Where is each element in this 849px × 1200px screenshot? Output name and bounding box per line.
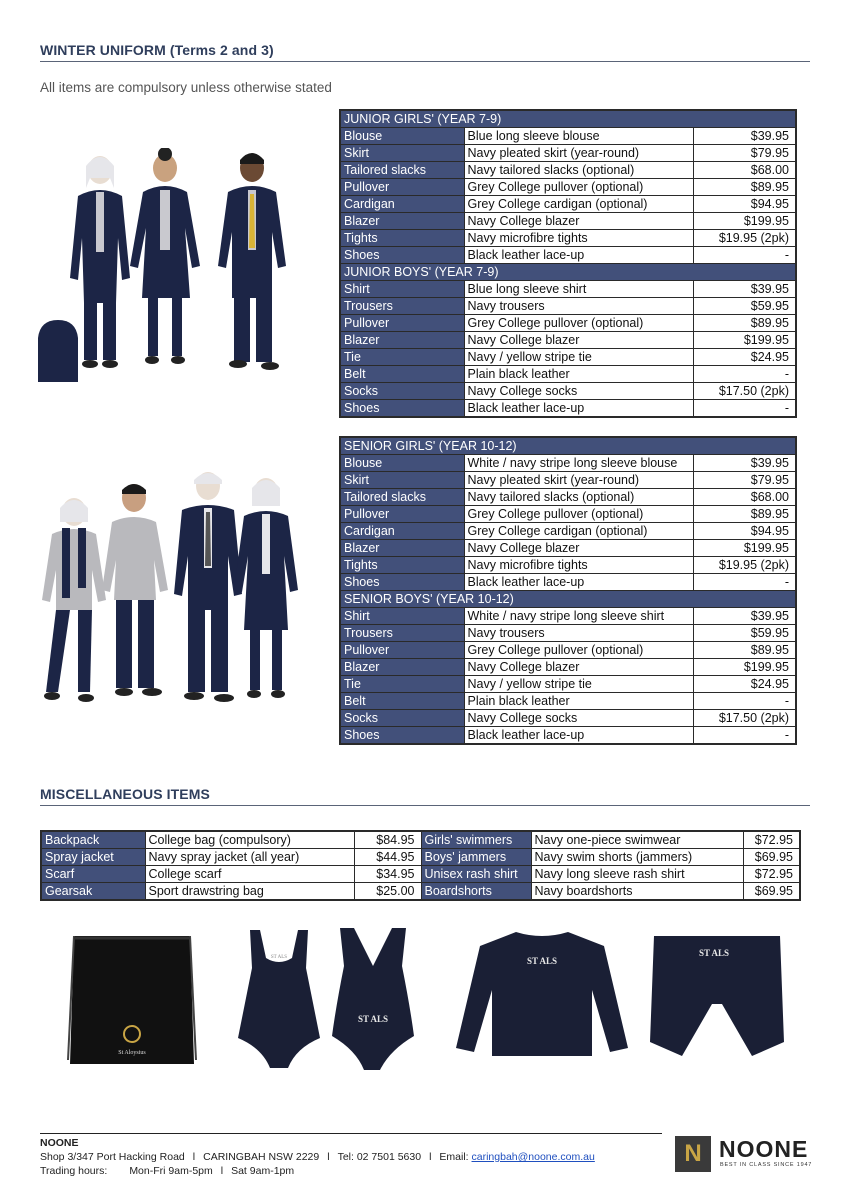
senior-students-illustration	[22, 470, 312, 715]
table-row	[340, 727, 796, 745]
table-row	[340, 247, 796, 264]
noone-logo-mark	[675, 1136, 711, 1172]
footer-sat-hours: Sat 9am-1pm	[231, 1165, 295, 1177]
item-description: Plain black leather	[464, 366, 693, 383]
item-description: Navy spray jacket (all year)	[145, 849, 354, 866]
item-label: Socks	[340, 710, 464, 727]
item-price: $199.95	[693, 659, 796, 676]
table-group-heading-row	[340, 110, 796, 128]
table-row	[340, 213, 796, 230]
senior-uniform-table	[339, 436, 797, 745]
footer-trading-label: Trading hours:	[40, 1165, 108, 1177]
item-label: Pullover	[340, 315, 464, 332]
item-price: $79.95	[693, 145, 796, 162]
gearsak-logo-text: St Aloysius	[118, 1050, 146, 1056]
item-description: Grey College cardigan (optional)	[464, 523, 693, 540]
table-row	[340, 383, 796, 400]
item-price: $68.00	[693, 162, 796, 179]
item-description: Black leather lace-up	[464, 574, 693, 591]
item-label: Girls' swimmers	[421, 831, 531, 849]
table-row	[340, 455, 796, 472]
item-price: $39.95	[693, 128, 796, 145]
item-label: Shoes	[340, 727, 464, 745]
item-description: Blue long sleeve shirt	[464, 281, 693, 298]
item-label: Shirt	[340, 608, 464, 625]
item-price: $19.95 (2pk)	[693, 557, 796, 574]
table-row	[340, 540, 796, 557]
senior-boy-pullover-figure	[102, 484, 168, 696]
table-row	[41, 831, 800, 849]
item-description: Navy trousers	[464, 625, 693, 642]
misc-items-table	[40, 830, 801, 901]
item-price: $89.95	[693, 642, 796, 659]
item-label: Boardshorts	[421, 883, 531, 901]
table-row	[340, 128, 796, 145]
table-row	[41, 849, 800, 866]
noone-logo-word: NOONE	[719, 1136, 809, 1162]
junior-girl-figure	[38, 156, 130, 382]
table-row	[340, 298, 796, 315]
item-description: Grey College pullover (optional)	[464, 506, 693, 523]
item-description: Sport drawstring bag	[145, 883, 354, 901]
item-price: -	[693, 727, 796, 745]
item-label: Shoes	[340, 400, 464, 418]
item-price: -	[693, 693, 796, 710]
item-price: $39.95	[693, 608, 796, 625]
table-row	[340, 642, 796, 659]
item-price: $72.95	[743, 831, 800, 849]
table-row	[340, 489, 796, 506]
table-row	[340, 676, 796, 693]
item-price: $39.95	[693, 455, 796, 472]
item-description: Navy pleated skirt (year-round)	[464, 472, 693, 489]
item-description: Navy microfibre tights	[464, 557, 693, 574]
junior-girl-skirt-figure	[130, 148, 200, 364]
table-group-heading-row	[340, 591, 796, 608]
table-row	[340, 625, 796, 642]
item-price: $89.95	[693, 179, 796, 196]
senior-girl-blazer-figure	[234, 478, 298, 698]
table-row	[340, 506, 796, 523]
table-group-heading: SENIOR GIRLS' (YEAR 10-12)	[340, 437, 796, 455]
item-description: Navy trousers	[464, 298, 693, 315]
footer-email-link[interactable]: caringbah@noone.com.au	[471, 1151, 595, 1163]
table-group-heading: JUNIOR BOYS' (YEAR 7-9)	[340, 264, 796, 281]
item-label: Tie	[340, 676, 464, 693]
item-label: Blazer	[340, 213, 464, 230]
item-price: $19.95 (2pk)	[693, 230, 796, 247]
item-description: Navy College socks	[464, 710, 693, 727]
noone-logo-tagline: BEST IN CLASS SINCE 1947	[720, 1162, 813, 1168]
boys-jammers-image	[648, 934, 786, 1058]
table-row	[340, 179, 796, 196]
item-label: Unisex rash shirt	[421, 866, 531, 883]
item-label: Blouse	[340, 455, 464, 472]
item-price: $94.95	[693, 196, 796, 213]
item-price: $24.95	[693, 349, 796, 366]
table-row	[340, 400, 796, 418]
item-description: Black leather lace-up	[464, 727, 693, 745]
footer-divider	[40, 1133, 662, 1134]
swimsuit-front-tag: ST ALS	[270, 955, 288, 960]
item-label: Belt	[340, 366, 464, 383]
item-description: Navy / yellow stripe tie	[464, 676, 693, 693]
page-subtitle: All items are compulsory unless otherwise stated	[40, 80, 332, 95]
item-description: Navy boardshorts	[531, 883, 743, 901]
junior-students-illustration	[30, 148, 310, 383]
item-description: Navy College socks	[464, 383, 693, 400]
item-price: $199.95	[693, 332, 796, 349]
item-label: Backpack	[41, 831, 145, 849]
item-label: Shoes	[340, 574, 464, 591]
item-label: Trousers	[340, 625, 464, 642]
item-price: $34.95	[354, 866, 421, 883]
item-label: Tailored slacks	[340, 489, 464, 506]
item-description: Navy College blazer	[464, 659, 693, 676]
item-description: Grey College pullover (optional)	[464, 179, 693, 196]
rash-shirt-image	[454, 930, 630, 1058]
noone-logo-letter: N	[684, 1140, 702, 1167]
table-row	[340, 196, 796, 213]
item-price: $69.95	[743, 849, 800, 866]
item-label: Scarf	[41, 866, 145, 883]
gearsak-image	[66, 928, 198, 1068]
item-price: -	[693, 400, 796, 418]
title-divider	[40, 61, 810, 62]
item-description: Navy swim shorts (jammers)	[531, 849, 743, 866]
item-label: Boys' jammers	[421, 849, 531, 866]
footer-email-label: Email:	[439, 1151, 472, 1163]
table-row	[340, 145, 796, 162]
item-label: Cardigan	[340, 196, 464, 213]
item-description: White / navy stripe long sleeve shirt	[464, 608, 693, 625]
item-description: Blue long sleeve blouse	[464, 128, 693, 145]
item-description: Navy tailored slacks (optional)	[464, 162, 693, 179]
item-description: Black leather lace-up	[464, 400, 693, 418]
table-row	[340, 162, 796, 179]
footer-tel: Tel: 02 7501 5630	[337, 1151, 422, 1163]
table-row	[340, 693, 796, 710]
item-price: $44.95	[354, 849, 421, 866]
table-row	[340, 349, 796, 366]
junior-uniform-table	[339, 109, 797, 418]
item-description: College scarf	[145, 866, 354, 883]
item-price: $69.95	[743, 883, 800, 901]
item-price: $59.95	[693, 298, 796, 315]
swimsuit-back-text: ST ALS	[357, 1014, 389, 1024]
table-row	[340, 472, 796, 489]
item-price: $24.95	[693, 676, 796, 693]
item-label: Tailored slacks	[340, 162, 464, 179]
item-description: Plain black leather	[464, 693, 693, 710]
item-price: -	[693, 574, 796, 591]
jammers-text: ST ALS	[698, 948, 730, 958]
item-description: Grey College pullover (optional)	[464, 642, 693, 659]
item-price: -	[693, 366, 796, 383]
junior-boy-figure	[218, 153, 286, 370]
item-price: $17.50 (2pk)	[693, 383, 796, 400]
item-label: Tights	[340, 230, 464, 247]
senior-girl-scarf-figure	[42, 498, 106, 702]
table-row	[340, 574, 796, 591]
item-label: Pullover	[340, 506, 464, 523]
misc-divider	[40, 805, 810, 806]
item-label: Blazer	[340, 540, 464, 557]
item-description: White / navy stripe long sleeve blouse	[464, 455, 693, 472]
table-row	[340, 608, 796, 625]
item-price: $79.95	[693, 472, 796, 489]
item-label: Shoes	[340, 247, 464, 264]
item-label: Tights	[340, 557, 464, 574]
item-description: Navy College blazer	[464, 332, 693, 349]
item-description: Navy College blazer	[464, 540, 693, 557]
item-price: $89.95	[693, 506, 796, 523]
item-label: Trousers	[340, 298, 464, 315]
table-row	[340, 332, 796, 349]
senior-boy-blazer-figure	[174, 472, 242, 702]
footer-brand: NOONE	[40, 1137, 79, 1149]
footer-contact-line: Shop 3/347 Port Hacking Road l CARINGBAH NSW 2229 l Tel: 02 7501 5630 l Email: caringbah@noone.com.au	[40, 1151, 595, 1163]
item-price: $68.00	[693, 489, 796, 506]
rash-shirt-text: ST ALS	[526, 956, 558, 966]
item-description: Navy long sleeve rash shirt	[531, 866, 743, 883]
item-label: Pullover	[340, 179, 464, 196]
item-label: Pullover	[340, 642, 464, 659]
item-price: $199.95	[693, 540, 796, 557]
table-row	[340, 315, 796, 332]
item-label: Belt	[340, 693, 464, 710]
item-description: Navy College blazer	[464, 213, 693, 230]
item-label: Blazer	[340, 332, 464, 349]
item-price: $94.95	[693, 523, 796, 540]
footer-address: Shop 3/347 Port Hacking Road	[40, 1151, 185, 1163]
item-description: College bag (compulsory)	[145, 831, 354, 849]
item-price: $84.95	[354, 831, 421, 849]
table-group-heading-row	[340, 264, 796, 281]
item-label: Blouse	[340, 128, 464, 145]
item-price: $25.00	[354, 883, 421, 901]
item-price: $39.95	[693, 281, 796, 298]
misc-section-title: MISCELLANEOUS ITEMS	[40, 786, 210, 802]
item-label: Socks	[340, 383, 464, 400]
table-row	[340, 710, 796, 727]
table-group-heading: JUNIOR GIRLS' (YEAR 7-9)	[340, 110, 796, 128]
table-row	[340, 230, 796, 247]
page-title: WINTER UNIFORM (Terms 2 and 3)	[40, 42, 274, 58]
item-label: Gearsak	[41, 883, 145, 901]
girls-swimmers-back-image	[330, 926, 416, 1072]
item-price: $199.95	[693, 213, 796, 230]
table-row	[41, 866, 800, 883]
table-row	[340, 557, 796, 574]
table-row	[340, 281, 796, 298]
footer-suburb: CARINGBAH NSW 2229	[203, 1151, 320, 1163]
noone-logo	[675, 1136, 825, 1176]
item-description: Navy pleated skirt (year-round)	[464, 145, 693, 162]
item-description: Grey College cardigan (optional)	[464, 196, 693, 213]
table-row	[340, 523, 796, 540]
girls-swimmers-front-image	[236, 928, 322, 1070]
table-row	[340, 366, 796, 383]
item-label: Tie	[340, 349, 464, 366]
item-price: $89.95	[693, 315, 796, 332]
item-price: -	[693, 247, 796, 264]
item-label: Skirt	[340, 145, 464, 162]
table-row	[41, 883, 800, 901]
footer-hours-line: Trading hours: Mon-Fri 9am-5pm l Sat 9am-1pm	[40, 1165, 295, 1177]
item-label: Spray jacket	[41, 849, 145, 866]
item-price: $59.95	[693, 625, 796, 642]
item-label: Shirt	[340, 281, 464, 298]
footer-weekday-hours: Mon-Fri 9am-5pm	[129, 1165, 213, 1177]
table-group-heading-row	[340, 437, 796, 455]
item-description: Navy microfibre tights	[464, 230, 693, 247]
item-price: $17.50 (2pk)	[693, 710, 796, 727]
table-group-heading: SENIOR BOYS' (YEAR 10-12)	[340, 591, 796, 608]
item-description: Grey College pullover (optional)	[464, 315, 693, 332]
item-description: Navy tailored slacks (optional)	[464, 489, 693, 506]
item-label: Cardigan	[340, 523, 464, 540]
item-description: Navy one-piece swimwear	[531, 831, 743, 849]
item-description: Navy / yellow stripe tie	[464, 349, 693, 366]
item-label: Skirt	[340, 472, 464, 489]
item-price: $72.95	[743, 866, 800, 883]
table-row	[340, 659, 796, 676]
item-description: Black leather lace-up	[464, 247, 693, 264]
item-label: Blazer	[340, 659, 464, 676]
